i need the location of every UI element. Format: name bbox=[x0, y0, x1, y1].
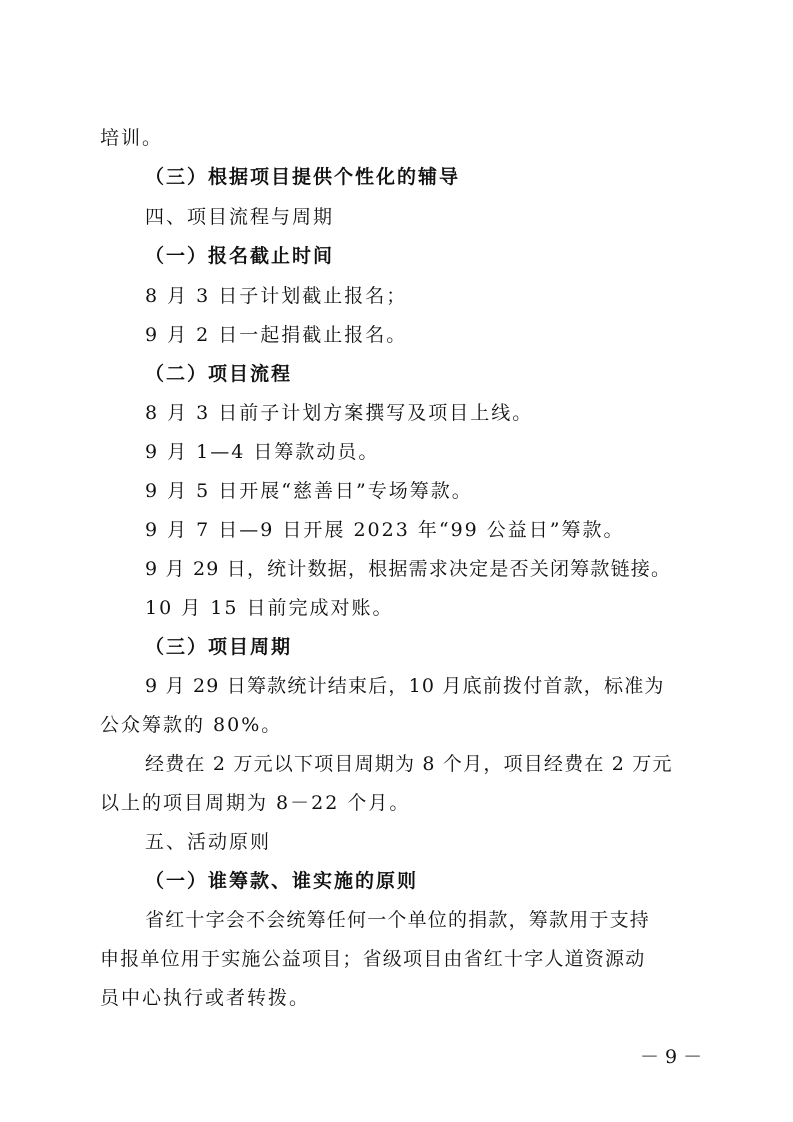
subheading-who-raises-who-implements: （一）谁筹款、谁实施的原则 bbox=[145, 870, 419, 892]
section-heading-process-period: 四、项目流程与周期 bbox=[145, 206, 335, 228]
principle-paragraph-line-2: 申报单位用于实施公益项目；省级项目由省红十字人道资源动 bbox=[100, 948, 646, 970]
process-item-6: 10 月 15 日前完成对账。 bbox=[145, 597, 394, 619]
process-item-5: 9 月 29 日，统计数据，根据需求决定是否关闭筹款链接。 bbox=[145, 558, 672, 580]
period-paragraph-2-line-1: 经费在 2 万元以下项目周期为 8 个月，项目经费在 2 万元 bbox=[145, 753, 673, 775]
process-item-1: 8 月 3 日前子计划方案撰写及项目上线。 bbox=[145, 402, 534, 424]
period-paragraph-2-line-2: 以上的项目周期为 8－22 个月。 bbox=[100, 792, 411, 814]
principle-paragraph-line-3: 员中心执行或者转拨。 bbox=[100, 987, 311, 1009]
process-item-3: 9 月 5 日开展“慈善日”专场筹款。 bbox=[145, 480, 473, 502]
period-paragraph-1-line-1: 9 月 29 日筹款统计结束后，10 月底前拨付首款，标准为 bbox=[145, 675, 665, 697]
subheading-project-process: （二）项目流程 bbox=[145, 363, 293, 385]
subheading-personalized-guidance: （三）根据项目提供个性化的辅导 bbox=[145, 166, 461, 188]
process-item-2: 9 月 1—4 日筹款动员。 bbox=[145, 441, 380, 463]
subheading-project-period: （三）项目周期 bbox=[145, 636, 293, 658]
deadline-item-donate-together: 9 月 2 日一起捐截止报名。 bbox=[145, 324, 408, 346]
principle-paragraph-line-1: 省红十字会不会统筹任何一个单位的捐款，筹款用于支持 bbox=[145, 909, 651, 931]
page-number: － 9 － bbox=[640, 1046, 703, 1068]
subheading-registration-deadline: （一）报名截止时间 bbox=[145, 245, 335, 267]
period-paragraph-1-line-2: 公众筹款的 80%。 bbox=[100, 714, 283, 736]
paragraph-continuation: 培训。 bbox=[100, 127, 164, 149]
process-item-4: 9 月 7 日—9 日开展 2023 年“99 公益日”筹款。 bbox=[145, 519, 625, 541]
deadline-item-subplan: 8 月 3 日子计划截止报名； bbox=[145, 285, 408, 307]
section-heading-activity-principles: 五、活动原则 bbox=[145, 831, 272, 853]
